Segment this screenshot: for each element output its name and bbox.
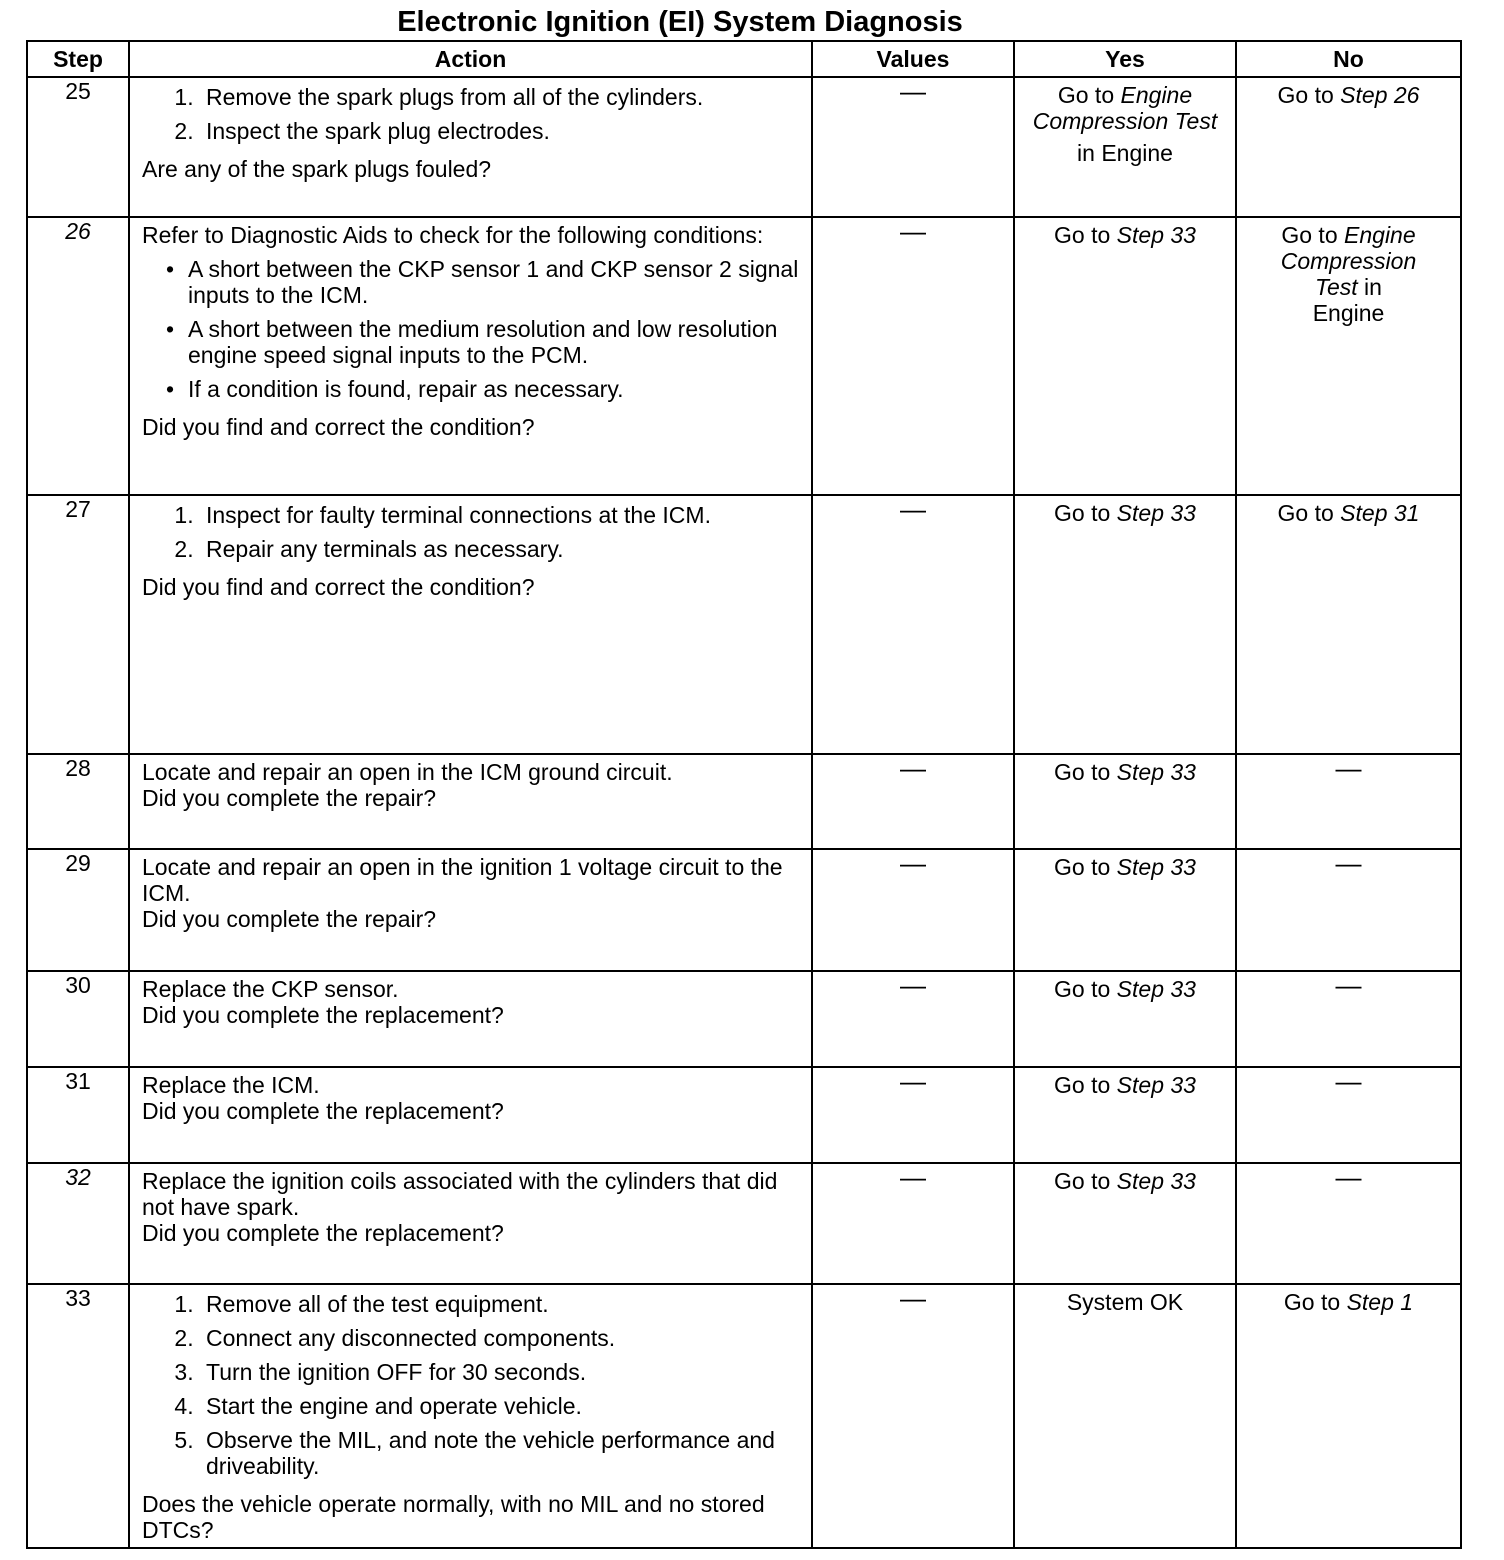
action-cell <box>129 217 812 495</box>
action-text: Locate and repair an open in the ICM ground circuit. <box>142 759 673 785</box>
list-item: 3. Turn the ignition OFF for 30 seconds. <box>200 1359 801 1385</box>
yes-result: Go to Step 33 <box>1054 1072 1196 1098</box>
yes-cell <box>1014 77 1236 217</box>
no-cell <box>1236 1163 1461 1284</box>
action-text: Locate and repair an open in the ignition 1 voltage circuit to the ICM. <box>142 854 783 906</box>
compression-link[interactable]: Compression <box>1280 248 1417 274</box>
dash: — <box>1335 848 1362 878</box>
values-cell <box>812 849 1014 971</box>
action-question: Did you complete the replacement? <box>142 1098 504 1124</box>
step-link[interactable]: Step 33 <box>1116 1168 1196 1194</box>
action-steps <box>142 502 801 570</box>
no-cell <box>1236 495 1461 754</box>
action-text: Replace the ICM. <box>142 1072 320 1098</box>
values-cell <box>812 217 1014 495</box>
yes-result-suffix: in Engine <box>1077 140 1173 166</box>
yes-cell <box>1014 754 1236 849</box>
action-bullets <box>142 256 801 410</box>
yes-result: Go to Step 33 <box>1054 854 1196 880</box>
step-link[interactable]: Step 33 <box>1116 976 1196 1002</box>
no-cell <box>1236 971 1461 1067</box>
yes-result: Go to Step 33 <box>1054 500 1196 526</box>
action-cell <box>129 1163 812 1284</box>
list-item: 4. Start the engine and operate vehicle. <box>200 1393 801 1419</box>
list-item: 1. Inspect for faulty terminal connections at the ICM. <box>200 502 801 528</box>
no-result: Go to Step 26 <box>1277 82 1420 108</box>
action-steps <box>142 84 801 152</box>
no-result: Go to Step 31 <box>1277 500 1420 526</box>
step-link[interactable]: Step 33 <box>1116 222 1196 248</box>
yes-cell <box>1014 1067 1236 1163</box>
yes-cell <box>1014 495 1236 754</box>
col-header-values: Values <box>812 41 1014 77</box>
table-row-step-32 <box>27 1163 1461 1284</box>
step-number: 33 <box>27 1284 129 1548</box>
no-cell <box>1236 1067 1461 1163</box>
yes-cell <box>1014 849 1236 971</box>
values-cell <box>812 495 1014 754</box>
dash: — <box>900 1066 926 1096</box>
list-item: • A short between the medium resolution and low resolution engine speed signal inputs to the PCM. <box>188 316 801 368</box>
step-link[interactable]: Step 33 <box>1116 500 1196 526</box>
action-cell <box>129 1284 812 1548</box>
step-number: 26 <box>27 217 129 495</box>
yes-cell <box>1014 1163 1236 1284</box>
page-title: Electronic Ignition (EI) System Diagnosis <box>397 6 963 38</box>
no-result: Go to Step 1 <box>1283 1289 1414 1315</box>
dash: — <box>900 970 926 1000</box>
step-number: 27 <box>27 495 129 754</box>
step-link[interactable]: Step 33 <box>1116 1072 1196 1098</box>
no-cell <box>1236 217 1461 495</box>
step-number: 28 <box>27 754 129 849</box>
list-item: • If a condition is found, repair as necessary. <box>188 376 801 402</box>
action-question: Did you complete the replacement? <box>142 1002 504 1028</box>
step-number: 31 <box>27 1067 129 1163</box>
action-cell <box>129 849 812 971</box>
list-item: 2. Connect any disconnected components. <box>200 1325 801 1351</box>
step-link[interactable]: Step 33 <box>1116 854 1196 880</box>
table-row-step-31 <box>27 1067 1461 1163</box>
col-header-no: No <box>1236 41 1461 77</box>
dash: — <box>900 494 926 524</box>
values-cell <box>812 1163 1014 1284</box>
values-cell <box>812 1284 1014 1548</box>
yes-result: Go to Step 33 <box>1054 222 1196 248</box>
values-cell <box>812 1067 1014 1163</box>
action-question: Did you find and correct the condition? <box>142 574 535 600</box>
dash: — <box>900 1283 926 1313</box>
list-item: 1. Remove the spark plugs from all of the cylinders. <box>200 84 801 110</box>
step-link[interactable]: Step 33 <box>1116 759 1196 785</box>
yes-result: Go to Engine Compression Test <box>1032 82 1218 134</box>
yes-cell <box>1014 217 1236 495</box>
action-cell <box>129 77 812 217</box>
values-cell <box>812 971 1014 1067</box>
test-link[interactable]: Test <box>1315 274 1358 300</box>
list-item: 1. Remove all of the test equipment. <box>200 1291 801 1317</box>
dash: — <box>900 1162 926 1192</box>
dash: — <box>1335 1066 1362 1096</box>
list-item: 2. Inspect the spark plug electrodes. <box>200 118 801 144</box>
dash: — <box>1335 1162 1362 1192</box>
diagnosis-table <box>26 40 1462 1549</box>
engine-link[interactable]: Engine <box>1344 222 1416 248</box>
action-steps <box>142 1291 801 1487</box>
yes-cell <box>1014 971 1236 1067</box>
yes-result: Go to Step 33 <box>1054 1168 1196 1194</box>
action-text: Replace the CKP sensor. <box>142 976 399 1002</box>
no-result: Go to Engine Compression Test in Engine <box>1280 222 1417 326</box>
dash: — <box>900 753 926 783</box>
dash: — <box>900 848 926 878</box>
step-number: 32 <box>27 1163 129 1284</box>
list-item: • A short between the CKP sensor 1 and CKP sensor 2 signal inputs to the ICM. <box>188 256 801 308</box>
dash: — <box>1335 970 1362 1000</box>
dash: — <box>1335 753 1362 783</box>
no-cell <box>1236 849 1461 971</box>
table-row-step-33 <box>27 1284 1461 1548</box>
dash: — <box>900 76 926 106</box>
yes-cell <box>1014 1284 1236 1548</box>
action-question: Did you complete the repair? <box>142 785 437 811</box>
table-row-step-29 <box>27 849 1461 971</box>
action-cell <box>129 495 812 754</box>
dash: — <box>900 216 926 246</box>
step-number: 25 <box>27 77 129 217</box>
col-header-step: Step <box>27 41 129 77</box>
col-header-action: Action <box>129 41 812 77</box>
yes-result: Go to Step 33 <box>1054 976 1196 1002</box>
table-row-step-25 <box>27 77 1461 217</box>
step-link[interactable]: Step 31 <box>1340 500 1420 526</box>
action-cell <box>129 971 812 1067</box>
step-link[interactable]: Step 1 <box>1346 1289 1414 1315</box>
col-header-yes: Yes <box>1014 41 1236 77</box>
action-text: Replace the ignition coils associated with the cylinders that did not have spark. <box>142 1168 778 1220</box>
action-question: Did you complete the replacement? <box>142 1220 504 1246</box>
action-question: Did you complete the repair? <box>142 906 437 932</box>
step-number: 29 <box>27 849 129 971</box>
no-cell <box>1236 1284 1461 1548</box>
action-question: Did you find and correct the condition? <box>142 414 535 440</box>
values-cell <box>812 77 1014 217</box>
step-link[interactable]: Step 26 <box>1340 82 1420 108</box>
values-cell <box>812 754 1014 849</box>
list-item: 2. Repair any terminals as necessary. <box>200 536 801 562</box>
action-cell <box>129 1067 812 1163</box>
table-row-step-27 <box>27 495 1461 754</box>
header-row <box>27 41 1461 77</box>
action-question: Are any of the spark plugs fouled? <box>142 156 492 182</box>
no-cell <box>1236 754 1461 849</box>
step-number: 30 <box>27 971 129 1067</box>
yes-result: Go to Step 33 <box>1054 759 1196 785</box>
table-row-step-28 <box>27 754 1461 849</box>
table-row-step-30 <box>27 971 1461 1067</box>
list-item: 5. Observe the MIL, and note the vehicle performance and driveability. <box>200 1427 801 1479</box>
action-cell <box>129 754 812 849</box>
table-row-step-26 <box>27 217 1461 495</box>
engine-compression-test-link[interactable]: Engine Compression Test <box>1032 82 1218 134</box>
yes-result: System OK <box>1066 1289 1184 1315</box>
no-cell <box>1236 77 1461 217</box>
action-intro: Refer to Diagnostic Aids to check for the following conditions: <box>142 222 764 248</box>
action-question: Does the vehicle operate normally, with no MIL and no stored DTCs? <box>142 1491 765 1543</box>
